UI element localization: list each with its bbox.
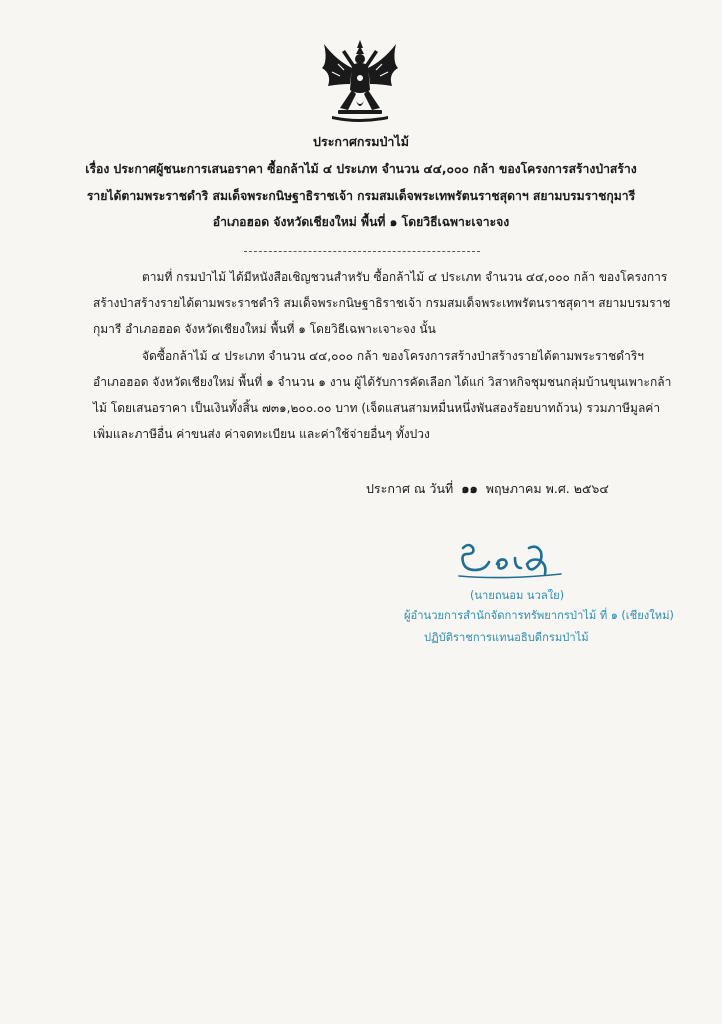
date-month-year: พฤษภาคม พ.ศ. ๒๕๖๔ <box>485 481 609 496</box>
issuer-title: ประกาศกรมป่าไม้ <box>313 134 409 149</box>
announcement-date <box>366 478 609 499</box>
divider-line <box>244 251 480 252</box>
subject-line-1: เรื่อง ประกาศผู้ชนะการเสนอราคา ซื้อกล้าไม้ ๔ ประเภท จำนวน ๔๔,๐๐๐ กล้า ของโครงการสร้างป่าสร้าง <box>85 162 637 176</box>
date-prefix: ประกาศ ณ วันที่ <box>366 481 454 496</box>
para2-line-1: จัดซื้อกล้าไม้ ๔ ประเภท จำนวน ๔๔,๐๐๐ กล้า ของโครงการสร้างป่าสร้างรายได้ตามพระราชดำริฯ <box>142 349 645 363</box>
signer-name: (นายถนอม นวลใย) <box>470 589 565 602</box>
para2-line-2: อำเภอฮอด จังหวัดเชียงใหม่ พื้นที่ ๑ จำนวน ๑ งาน ผู้ได้รับการคัดเลือก ได้แก่ วิสาหกิจชุมชนกลุ่มบ้านขุนเพาะกล้า <box>93 375 672 389</box>
para1-line-1: ตามที่ กรมป่าไม้ ได้มีหนังสือเชิญชวนสำหรับ ซื้อกล้าไม้ ๔ ประเภท จำนวน ๔๔,๐๐๐ กล้า ของโครงการ <box>142 270 668 284</box>
subject-line-2: รายได้ตามพระราชดำริ สมเด็จพระกนิษฐาธิราชเจ้า กรมสมเด็จพระเทพรัตนราชสุดาฯ สยามบรมราชกุมารี <box>86 189 636 203</box>
signer-title-2: ปฏิบัติราชการแทนอธิบดีกรมป่าไม้ <box>424 631 589 644</box>
handwritten-signature <box>455 534 565 582</box>
para1-line-2: สร้างป่าสร้างรายได้ตามพระราชดำริ สมเด็จพระกนิษฐาธิราชเจ้า กรมสมเด็จพระเทพรัตนราชสุดาฯ สยามบรมราช <box>93 296 671 310</box>
signer-title-1: ผู้อำนวยการสำนักจัดการทรัพยากรป่าไม้ ที่ ๑ (เชียงใหม่) <box>404 609 674 622</box>
date-day: ๑๑ <box>461 482 478 497</box>
para1-line-3: กุมารี อำเภอฮอด จังหวัดเชียงใหม่ พื้นที่ ๑ โดยวิธีเฉพาะเจาะจง นั้น <box>93 322 436 336</box>
garuda-emblem-icon <box>318 38 402 126</box>
para2-line-3: ไม้ โดยเสนอราคา เป็นเงินทั้งสิ้น ๗๓๑,๒๐๐.๐๐ บาท (เจ็ดแสนสามหมื่นหนึ่งพันสองร้อยบาทถ้วน) รวมภาษีมูลค่า <box>93 401 661 415</box>
para2-line-4: เพิ่มและภาษีอื่น ค่าขนส่ง ค่าจดทะเบียน และค่าใช้จ่ายอื่นๆ ทั้งปวง <box>93 427 430 441</box>
subject-line-3: อำเภอฮอด จังหวัดเชียงใหม่ พื้นที่ ๑ โดยวิธีเฉพาะเจาะจง <box>212 215 510 229</box>
